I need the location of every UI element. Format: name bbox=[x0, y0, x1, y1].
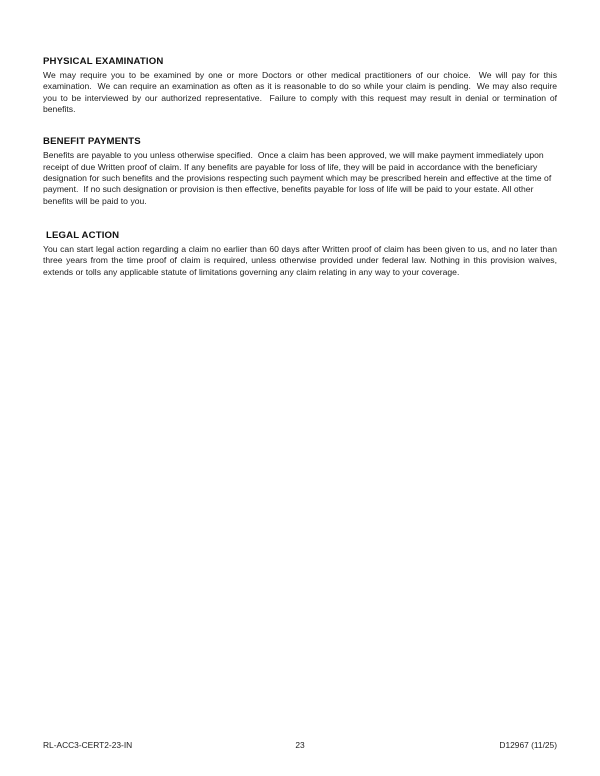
footer-page-number: 23 bbox=[295, 740, 305, 750]
section-body-legal-action: You can start legal action regarding a claim no earlier than 60 days after Written proof of claim has been given to us, and no later than three years from the time proof of claim is required, unless otherwise provided under federal law. Nothing in this provision waives, extends or tolls any applicable statute of limitations governing any claim relating in any way to your coverage. bbox=[43, 244, 560, 277]
footer-document-code: D12967 (11/25) bbox=[499, 740, 557, 750]
section-legal-action bbox=[43, 230, 560, 278]
page-footer bbox=[43, 738, 557, 752]
section-benefit-payments bbox=[43, 136, 557, 207]
section-body-benefit-payments: Benefits are payable to you unless otherwise specified. Once a claim has been approved, we will make payment immediately upon receipt of due Written proof of claim. If any benefits are payable for loss of life, they will be paid in accordance with the beneficiary designation for such benefits and the provisions respecting such payment which may be prescribed herein and effective at the time of payment. If no such designation or provision is then effective, benefits payable for loss of life will be paid to your estate. All other benefits will be paid to you. bbox=[43, 150, 554, 206]
section-heading-physical-examination: PHYSICAL EXAMINATION bbox=[43, 56, 164, 67]
section-body-physical-examination: We may require you to be examined by one or more Doctors or other medical practitioners of our choice. We will pay for this examination. We can require an examination as often as it is reasonable to do so while your claim is pending. We may also require you to be interviewed by our authorized representative. Failure to comply with this request may result in denial or termination of benefits. bbox=[43, 70, 560, 115]
section-spacer bbox=[43, 220, 557, 230]
document-content bbox=[43, 56, 560, 291]
section-heading-benefit-payments: BENEFIT PAYMENTS bbox=[43, 136, 141, 148]
footer-form-number: RL-ACC3-CERT2-23-IN bbox=[43, 740, 133, 750]
section-spacer bbox=[43, 128, 557, 136]
section-heading-legal-action: LEGAL ACTION bbox=[46, 230, 120, 242]
section-physical-examination bbox=[43, 56, 560, 115]
